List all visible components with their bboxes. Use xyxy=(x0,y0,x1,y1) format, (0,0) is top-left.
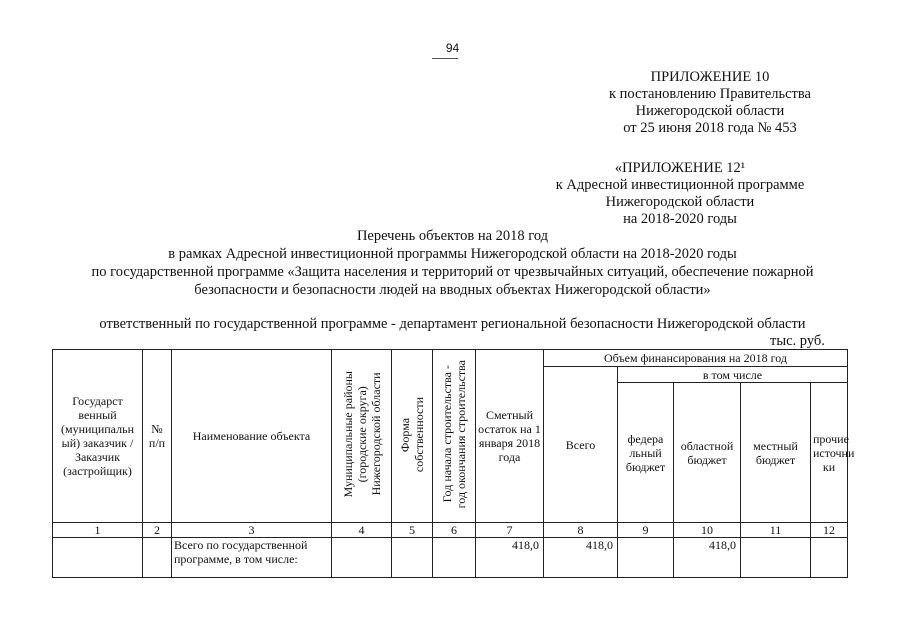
appendix-10-line2: к постановлению Правительства xyxy=(609,86,811,102)
cell-total: 418,0 xyxy=(544,538,618,578)
col-number: 2 xyxy=(143,523,172,538)
cell-years xyxy=(433,538,476,578)
appendix-12-line4: на 2018-2020 годы xyxy=(623,211,737,227)
header-customer: Государст венный (муниципальн ый) заказчик / Заказчик (застройщик) xyxy=(53,350,143,523)
header-years-line1: Год начала строительства - xyxy=(440,365,454,504)
cell-num xyxy=(143,538,172,578)
col-number: 3 xyxy=(172,523,332,538)
header-federal: федера льный бюджет xyxy=(618,383,674,523)
appendix-10-line3: Нижегородской области xyxy=(635,103,785,119)
header-object-name: Наименование объекта xyxy=(172,350,332,523)
header-total: Всего xyxy=(544,367,618,523)
col-number: 6 xyxy=(433,523,476,538)
financing-table xyxy=(52,349,855,578)
cell-estimate: 418,0 xyxy=(476,538,544,578)
header-local: местный бюджет xyxy=(741,383,811,523)
appendix-12-line3: Нижегородской области xyxy=(605,194,755,210)
header-years xyxy=(433,350,476,523)
column-numbers-row xyxy=(53,523,848,538)
col-number: 9 xyxy=(618,523,674,538)
header-regional: областной бюджет xyxy=(674,383,741,523)
header-including: в том числе xyxy=(618,367,848,383)
cell-object-name: Всего по государственной программе, в том числе: xyxy=(172,538,332,578)
header-ownership xyxy=(392,350,433,523)
appendix-10-line1: ПРИЛОЖЕНИЕ 10 xyxy=(650,69,770,85)
header-districts-line1: Муниципальные районы xyxy=(340,371,355,498)
document-title xyxy=(0,227,905,299)
appendix-10-line4: от 25 июня 2018 года № 453 xyxy=(623,120,797,136)
col-number: 1 xyxy=(53,523,143,538)
header-estimate: Сметный остаток на 1 января 2018 года xyxy=(476,350,544,523)
header-ownership-line1: Форма xyxy=(398,417,412,452)
appendix-12-header xyxy=(490,160,870,228)
appendix-12-line2: к Адресной инвестиционной программе xyxy=(555,177,805,193)
col-number: 10 xyxy=(674,523,741,538)
col-number: 12 xyxy=(811,523,848,538)
col-number: 4 xyxy=(332,523,392,538)
col-number: 8 xyxy=(544,523,618,538)
header-ownership-line2: собственности xyxy=(412,396,426,473)
title-line2: в рамках Адресной инвестиционной программы Нижегородской области на 2018-2020 годы xyxy=(168,246,737,262)
header-districts-line2: (городские округа) xyxy=(354,386,369,483)
col-number: 7 xyxy=(476,523,544,538)
title-line4: безопасности и безопасности людей на вводных объектах Нижегородской области» xyxy=(194,282,711,298)
appendix-10-header xyxy=(520,69,900,137)
header-districts xyxy=(332,350,392,523)
page-number: 94 xyxy=(445,41,460,55)
cell-districts xyxy=(332,538,392,578)
unit-label: тыс. руб. xyxy=(770,333,825,349)
responsible-line: ответственный по государственной программе - департамент региональной безопасности Нижегородской области xyxy=(99,316,806,332)
col-number: 11 xyxy=(741,523,811,538)
header-years-line2: год окончания строительства xyxy=(454,360,468,509)
cell-regional: 418,0 xyxy=(674,538,741,578)
header-districts-line3: Нижегородской области xyxy=(368,372,383,496)
title-line3: по государственной программе «Защита населения и территорий от чрезвычайных ситуаций, обеспечение пожарной xyxy=(91,264,814,280)
appendix-12-line1: «ПРИЛОЖЕНИЕ 12¹ xyxy=(614,160,746,176)
title-line1: Перечень объектов на 2018 год xyxy=(356,228,549,244)
header-num: № п/п xyxy=(143,350,172,523)
table-row xyxy=(53,538,848,578)
cell-ownership xyxy=(392,538,433,578)
cell-federal xyxy=(618,538,674,578)
cell-local xyxy=(741,538,811,578)
col-number: 5 xyxy=(392,523,433,538)
page-number-underline xyxy=(432,58,458,59)
cell-other xyxy=(811,538,848,578)
header-other: прочие источни ки xyxy=(811,383,848,523)
header-funding: Объем финансирования на 2018 год xyxy=(544,350,848,367)
cell-customer xyxy=(53,538,143,578)
